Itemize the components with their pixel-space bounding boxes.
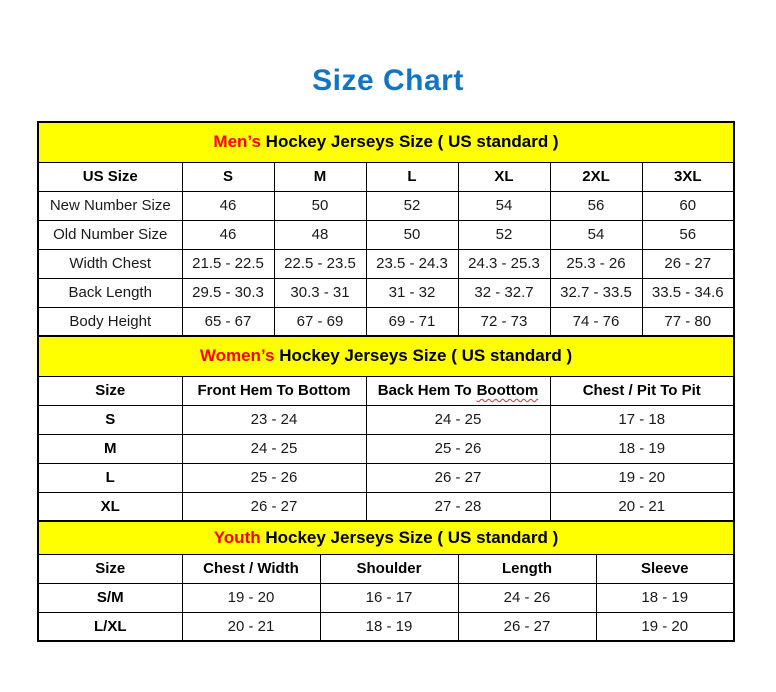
cell: 50 xyxy=(366,220,458,249)
cell: 25 - 26 xyxy=(182,463,366,492)
mens-col-2xl: 2XL xyxy=(550,162,642,191)
cell: 24 - 26 xyxy=(458,583,596,612)
table-row-women-m xyxy=(38,434,734,463)
mens-section-accent: Men’s xyxy=(213,132,261,152)
womens-section-header-row xyxy=(38,336,734,376)
cell: 19 - 20 xyxy=(596,612,734,641)
youth-col-shoulder: Shoulder xyxy=(320,554,458,583)
cell: 27 - 28 xyxy=(366,492,550,521)
cell: 69 - 71 xyxy=(366,307,458,336)
youth-section-rest: Hockey Jerseys Size ( US standard ) xyxy=(260,527,559,547)
cell: 54 xyxy=(458,191,550,220)
cell: 48 xyxy=(274,220,366,249)
womens-col-back-hem xyxy=(366,376,550,405)
cell: 20 - 21 xyxy=(182,612,320,641)
mens-col-us-size: US Size xyxy=(38,162,182,191)
womens-col-front-hem: Front Hem To Bottom xyxy=(182,376,366,405)
cell: 29.5 - 30.3 xyxy=(182,278,274,307)
cell: 22.5 - 23.5 xyxy=(274,249,366,278)
cell: 31 - 32 xyxy=(366,278,458,307)
cell: 17 - 18 xyxy=(550,405,734,434)
womens-section-header xyxy=(38,336,734,376)
row-label: Body Height xyxy=(38,307,182,336)
youth-col-chest-width: Chest / Width xyxy=(182,554,320,583)
table-row-body-height xyxy=(38,307,734,336)
cell: 26 - 27 xyxy=(458,612,596,641)
cell: 46 xyxy=(182,191,274,220)
youth-col-length: Length xyxy=(458,554,596,583)
cell: 18 - 19 xyxy=(550,434,734,463)
row-label: Back Length xyxy=(38,278,182,307)
cell: 52 xyxy=(458,220,550,249)
cell: 56 xyxy=(642,220,734,249)
cell: 26 - 27 xyxy=(182,492,366,521)
cell: 33.5 - 34.6 xyxy=(642,278,734,307)
mens-col-s: S xyxy=(182,162,274,191)
mens-section-header-row xyxy=(38,122,734,162)
table-row-women-s xyxy=(38,405,734,434)
womens-col-size: Size xyxy=(38,376,182,405)
mens-col-l: L xyxy=(366,162,458,191)
size-label: XL xyxy=(38,492,182,521)
cell: 60 xyxy=(642,191,734,220)
cell: 18 - 19 xyxy=(596,583,734,612)
mens-section-header xyxy=(38,122,734,162)
womens-col-chest: Chest / Pit To Pit xyxy=(550,376,734,405)
size-label: L xyxy=(38,463,182,492)
womens-columns-row xyxy=(38,376,734,405)
mens-columns-row xyxy=(38,162,734,191)
cell: 24 - 25 xyxy=(182,434,366,463)
size-label: S xyxy=(38,405,182,434)
size-label: M xyxy=(38,434,182,463)
mens-size-table xyxy=(37,121,735,337)
cell: 20 - 21 xyxy=(550,492,734,521)
cell: 16 - 17 xyxy=(320,583,458,612)
cell: 23.5 - 24.3 xyxy=(366,249,458,278)
cell: 54 xyxy=(550,220,642,249)
womens-section-accent: Women’s xyxy=(199,346,275,366)
table-row-youth-sm xyxy=(38,583,734,612)
mens-col-m: M xyxy=(274,162,366,191)
cell: 56 xyxy=(550,191,642,220)
page-title: Size Chart xyxy=(312,64,464,97)
cell: 72 - 73 xyxy=(458,307,550,336)
youth-section-header-row xyxy=(38,521,734,554)
womens-section-rest: Hockey Jerseys Size ( US standard ) xyxy=(274,346,573,366)
table-row-women-l xyxy=(38,463,734,492)
cell: 65 - 67 xyxy=(182,307,274,336)
cell: 67 - 69 xyxy=(274,307,366,336)
cell: 19 - 20 xyxy=(550,463,734,492)
youth-col-size: Size xyxy=(38,554,182,583)
cell: 32 - 32.7 xyxy=(458,278,550,307)
row-label: New Number Size xyxy=(38,191,182,220)
cell: 18 - 19 xyxy=(320,612,458,641)
youth-size-table xyxy=(37,520,735,642)
youth-columns-row xyxy=(38,554,734,583)
table-row-new-number-size xyxy=(38,191,734,220)
cell: 23 - 24 xyxy=(182,405,366,434)
youth-col-sleeve: Sleeve xyxy=(596,554,734,583)
cell: 24 - 25 xyxy=(366,405,550,434)
cell: 25.3 - 26 xyxy=(550,249,642,278)
cell: 50 xyxy=(274,191,366,220)
table-row-youth-lxl xyxy=(38,612,734,641)
row-label: Width Chest xyxy=(38,249,182,278)
mens-col-xl: XL xyxy=(458,162,550,191)
table-row-width-chest xyxy=(38,249,734,278)
cell: 19 - 20 xyxy=(182,583,320,612)
row-label: Old Number Size xyxy=(38,220,182,249)
cell: 46 xyxy=(182,220,274,249)
youth-section-header xyxy=(38,521,734,554)
size-label: L/XL xyxy=(38,612,182,641)
youth-section-accent: Youth xyxy=(213,527,261,547)
cell: 24.3 - 25.3 xyxy=(458,249,550,278)
table-row-old-number-size xyxy=(38,220,734,249)
cell: 30.3 - 31 xyxy=(274,278,366,307)
back-hem-misspelled-word: Boottom xyxy=(476,382,539,399)
cell: 21.5 - 22.5 xyxy=(182,249,274,278)
womens-size-table xyxy=(37,335,735,522)
cell: 52 xyxy=(366,191,458,220)
size-label: S/M xyxy=(38,583,182,612)
mens-col-3xl: 3XL xyxy=(642,162,734,191)
cell: 74 - 76 xyxy=(550,307,642,336)
cell: 25 - 26 xyxy=(366,434,550,463)
back-hem-label: Back Hem To xyxy=(377,382,472,399)
cell: 26 - 27 xyxy=(366,463,550,492)
table-row-women-xl xyxy=(38,492,734,521)
cell: 32.7 - 33.5 xyxy=(550,278,642,307)
size-chart-tables xyxy=(37,121,735,642)
mens-section-rest: Hockey Jerseys Size ( US standard ) xyxy=(260,132,559,152)
cell: 26 - 27 xyxy=(642,249,734,278)
table-row-back-length xyxy=(38,278,734,307)
cell: 77 - 80 xyxy=(642,307,734,336)
